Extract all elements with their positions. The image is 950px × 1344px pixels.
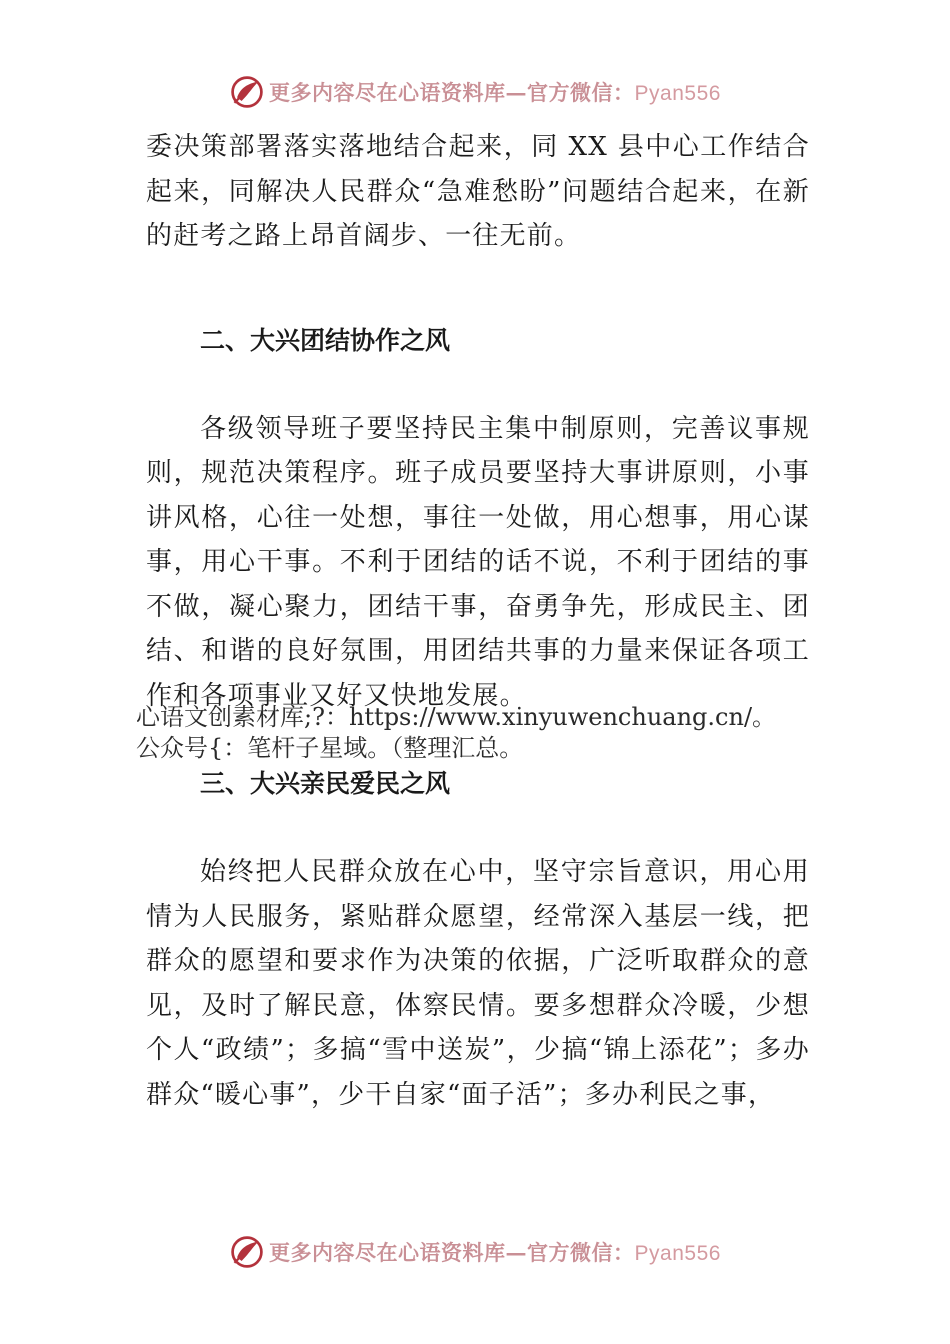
footer-banner — [0, 1232, 950, 1272]
paragraph-3: 始终把人民群众放在心中，坚守宗旨意识，用心用情为人民服务，紧贴群众愿望，经常深入基层一线，把群众的愿望和要求作为决策的依据，广泛听取群众的意见，及时了解民意，体察民情。要多想群众冷暖，少想个人“政绩”；多搞“雪中送炭”，少搞“锦上添花”；多办群众“暖心事”，少干自家“面子活”；多办利民之事， — [146, 857, 810, 1110]
logo-icon — [229, 1234, 265, 1270]
header-banner — [0, 72, 950, 112]
wechat-id: Pyan556 — [634, 82, 721, 105]
watermark-line-2: 公众号{：笔杆子星域。（整理汇总。 — [136, 734, 524, 762]
paragraph-1: 委决策部署落实落地结合起来，同 XX 县中心工作结合起来，同解决人民群众“急难愁盼”问题结合起来，在新的赶考之路上昂首阔步、一往无前。 — [146, 132, 810, 251]
section-heading-2: 二、大兴团结协作之风 — [200, 325, 451, 355]
banner-text: 更多内容尽在心语资料库—官方微信：Pyan556 — [269, 1240, 721, 1265]
paragraph-2: 各级领导班子要坚持民主集中制原则，完善议事规则，规范决策程序。班子成员要坚持大事讲原则，小事讲风格，心往一处想，事往一处做，用心想事，用心谋事，用心干事。不利于团结的话不说，不利于团结的事不做，凝心聚力，团结干事，奋勇争先，形成民主、团结、和谐的良好氛围，用团结共事的力量来保证各项工作和各项事业又好又快地发展。 — [146, 413, 810, 711]
document-body — [146, 125, 810, 718]
wechat-id: Pyan556 — [634, 1242, 721, 1265]
watermark-line-1: 心语文创素材库;?：https://www.xinyuwenchuang.cn/。 — [136, 703, 777, 731]
logo-icon — [229, 74, 265, 110]
banner-text: 更多内容尽在心语资料库—官方微信：Pyan556 — [269, 80, 721, 105]
section-heading-3: 三、大兴亲民爱民之风 — [200, 769, 451, 798]
watermark-text — [136, 702, 836, 764]
